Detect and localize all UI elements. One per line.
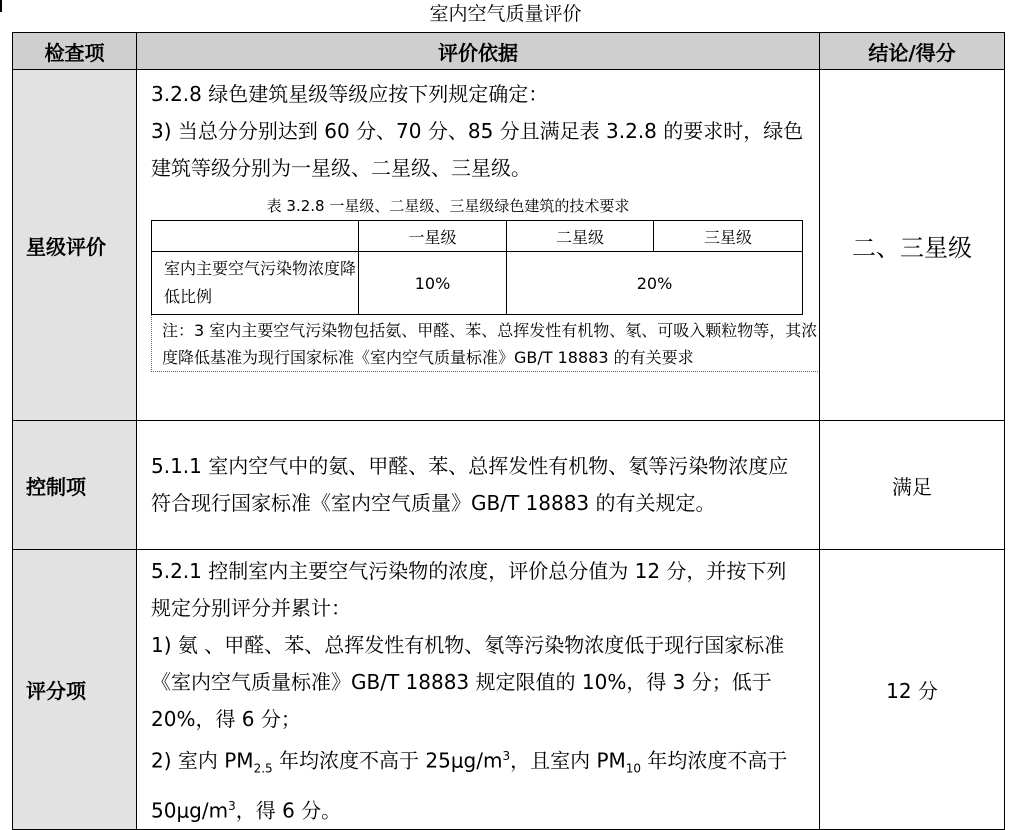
inner-header-row <box>152 221 803 252</box>
control-result: 满足 <box>820 421 1005 550</box>
inner-table-caption: 表 3.2.8 一星级、二星级、三星级绿色建筑的技术要求 <box>266 197 630 215</box>
pm25-unit-superscript: 3 <box>502 749 511 763</box>
header-basis: 评价依据 <box>137 33 820 70</box>
score-basis <box>137 550 820 830</box>
inner-col-two-star: 二星级 <box>507 221 654 252</box>
score-basis-line1: 5.2.1 控制室内主要空气污染物的浓度，评价总分值为 12 分，并按下列规定分别评分并累计： <box>151 559 787 620</box>
control-label: 控制项 <box>13 421 137 550</box>
header-check-item: 检查项 <box>13 33 137 70</box>
inner-table-note: 注：3 室内主要空气污染物包括氨、甲醛、苯、总挥发性有机物、氡、可吸入颗粒物等，其浓度降低基准为现行国家标准《室内空气质量标准》GB/T 18883 的有关要求 <box>151 315 820 372</box>
pm10-subscript: 10 <box>625 761 642 776</box>
inner-value-one-star: 10% <box>359 252 507 315</box>
pm-prefix: 2) 室内 PM <box>151 748 254 773</box>
control-basis-text: 5.1.1 室内空气中的氨、甲醛、苯、总挥发性有机物、氡等污染物浓度应符合现行国家标准《室内空气质量》GB/T 18883 的有关规定。 <box>151 454 789 515</box>
pm-mid1: 年均浓度不高于 25μg/m <box>272 748 503 773</box>
pm-mid3: 年均浓度不高于 50μg/m <box>151 748 788 823</box>
score-result: 12 分 <box>820 550 1005 830</box>
pm-end: ，得 6 分。 <box>235 798 342 823</box>
score-basis-line3 <box>151 738 805 829</box>
evaluation-table <box>12 32 1005 830</box>
control-basis <box>137 421 820 550</box>
inner-data-row <box>152 252 803 315</box>
star-basis-line2: 3) 当总分分别达到 60 分、70 分、85 分且满足表 3.2.8 的要求时，绿色建筑等级分别为一星级、二星级、三星级。 <box>151 119 804 180</box>
pm-mid2: ，且室内 PM <box>510 748 626 773</box>
score-row <box>13 550 1005 830</box>
pm25-subscript: 2.5 <box>253 761 273 776</box>
inner-col-one-star: 一星级 <box>359 221 507 252</box>
inner-col-three-star: 三星级 <box>654 221 803 252</box>
inner-empty-cell <box>152 221 359 252</box>
control-row <box>13 421 1005 550</box>
inner-value-two-three-star: 20% <box>507 252 803 315</box>
star-requirements-table <box>151 220 803 315</box>
star-basis-line1: 3.2.8 绿色建筑星级等级应按下列规定确定： <box>151 82 549 106</box>
star-label: 星级评价 <box>13 70 137 421</box>
header-row <box>13 33 1005 70</box>
page-title: 室内空气质量评价 <box>429 3 582 25</box>
star-basis <box>137 70 820 421</box>
score-label: 评分项 <box>13 550 137 830</box>
star-result: 二、三星级 <box>820 70 1005 421</box>
inner-metric-label: 室内主要空气污染物浓度降低比例 <box>152 252 359 315</box>
pm10-unit-superscript: 3 <box>228 798 236 813</box>
header-result: 结论/得分 <box>820 33 1005 70</box>
score-basis-line2: 1) 氨 、甲醛、苯、总挥发性有机物、氡等污染物浓度低于现行国家标准《室内空气质量标准》GB/T 18883 规定限值的 10%，得 3 分；低于 20%，得 6 分； <box>151 633 785 731</box>
star-row <box>13 70 1005 421</box>
